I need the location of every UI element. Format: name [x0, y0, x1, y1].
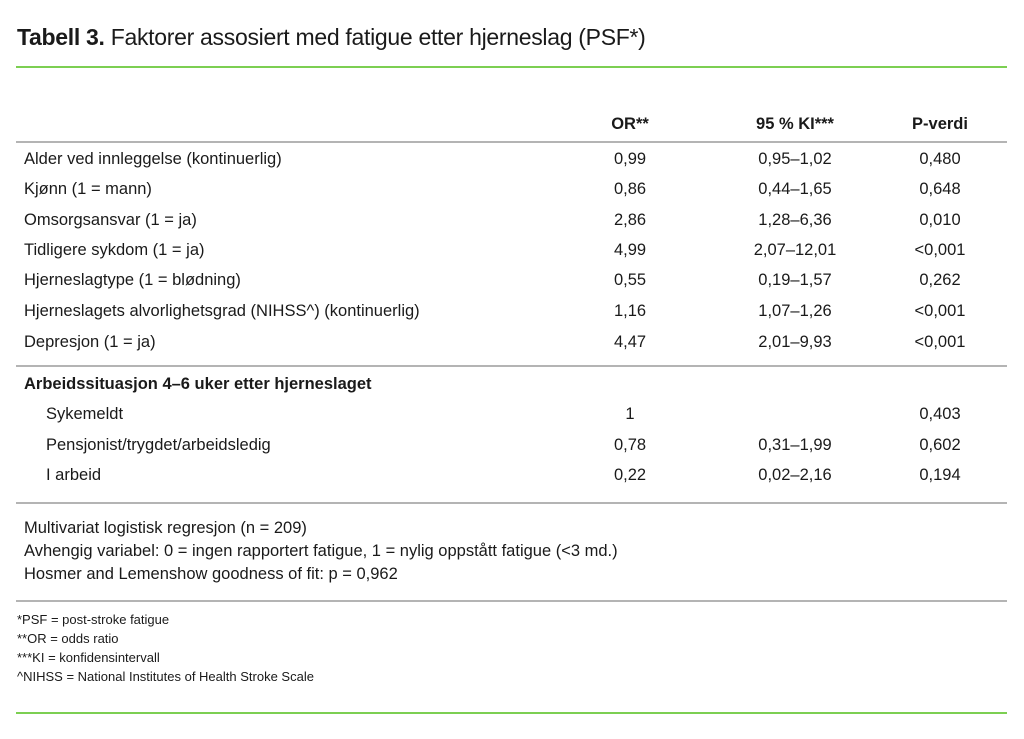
column-header-row: [0, 115, 1024, 139]
goodness-of-fit-note: Hosmer and Lemenshow goodness of fit: p = 0,962: [24, 565, 398, 583]
table-row: Hjerneslagets alvorlighetsgrad (NIHSS^) (kontinuerlig) 1,16 1,07–1,26 <0,001: [24, 302, 966, 320]
table-row: Depresjon (1 = ja) 4,47 2,01–9,93 <0,001: [24, 333, 966, 351]
table-row: Tidligere sykdom (1 = ja) 4,99 2,07–12,01 <0,001: [24, 241, 966, 259]
footnote-psf: *PSF = post-stroke fatigue: [17, 612, 170, 627]
bottom-accent-rule: [16, 712, 1007, 714]
model-note: Multivariat logistisk regresjon (n = 209): [24, 519, 307, 537]
header-rule: [16, 141, 1007, 143]
table-row: Kjønn (1 = mann) 0,86 0,44–1,65 0,648: [24, 180, 961, 198]
footnote-ki: ***KI = konfidensintervall: [17, 650, 160, 665]
header-ci: 95 % KI***: [756, 115, 834, 133]
header-or: OR**: [611, 115, 649, 133]
table-caption: Faktorer assosiert med fatigue etter hjerneslag (PSF*): [110, 24, 646, 50]
footnote-nihss: ^NIHSS = National Institutes of Health Stroke Scale: [17, 669, 314, 684]
dependent-variable-note: Avhengig variabel: 0 = ingen rapportert fatigue, 1 = nylig oppstått fatigue (<3 md.): [24, 542, 618, 560]
table-title: [17, 24, 646, 51]
table-row: Hjerneslagtype (1 = blødning) 0,55 0,19–1,57 0,262: [24, 271, 961, 289]
section-heading: Arbeidssituasjon 4–6 uker etter hjerneslaget: [24, 375, 372, 393]
section-rule: [16, 365, 1007, 367]
footnote-rule: [16, 600, 1007, 602]
table-row: Omsorgsansvar (1 = ja) 2,86 1,28–6,36 0,010: [24, 211, 961, 229]
top-accent-rule: [16, 66, 1007, 68]
table-row: I arbeid 0,22 0,02–2,16 0,194: [46, 466, 961, 484]
table-number: Tabell 3.: [17, 24, 105, 50]
footnote-or: **OR = odds ratio: [17, 631, 119, 646]
header-p: P-verdi: [912, 115, 968, 133]
table-row: Pensjonist/trygdet/arbeidsledig 0,78 0,31–1,99 0,602: [46, 436, 961, 454]
notes-rule: [16, 502, 1007, 504]
table-row: Sykemeldt 1 0,403: [46, 405, 961, 423]
table-row: Alder ved innleggelse (kontinuerlig) 0,99 0,95–1,02 0,480: [24, 150, 961, 168]
